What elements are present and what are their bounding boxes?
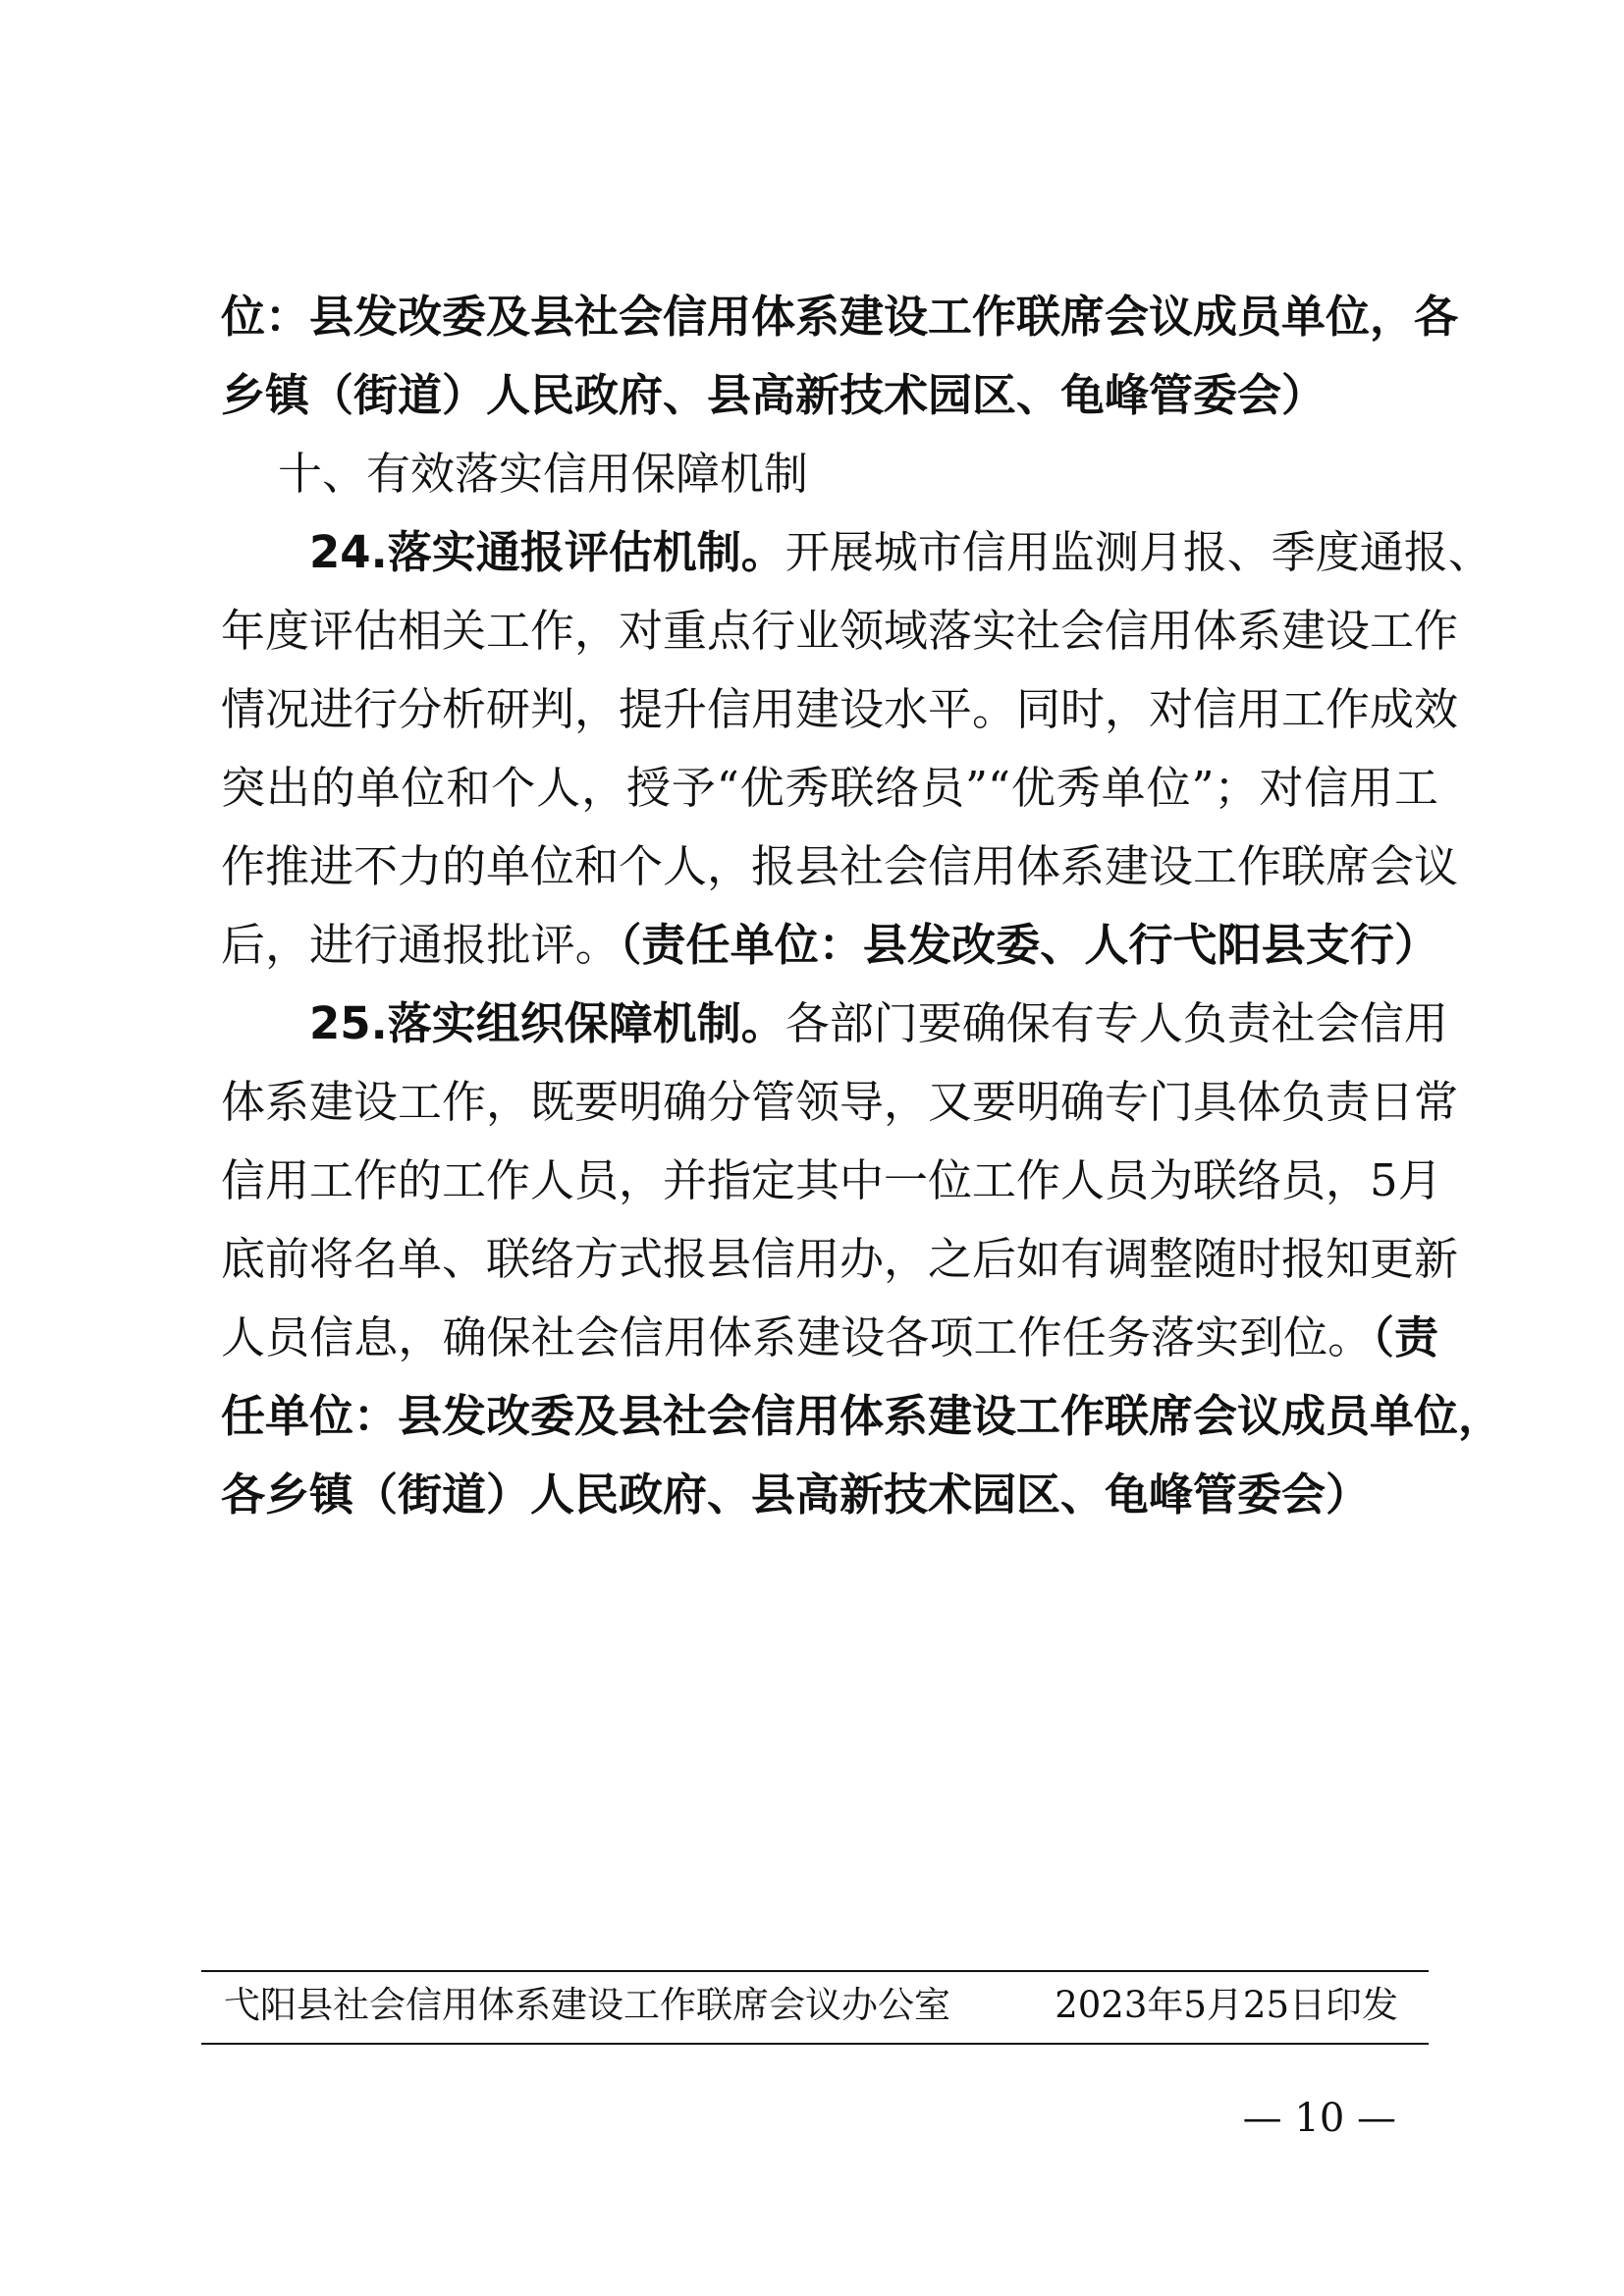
- item-24-line-1: [309, 513, 1492, 592]
- item-24-title: 24.落实通报评估机制。: [309, 526, 785, 578]
- item-24-line-4: 突出的单位和个人，授予“优秀联络员”“优秀单位”；对信用工: [221, 762, 1438, 814]
- footer-issuer: 弋阳县社会信用体系建设工作联席会议办公室: [224, 1984, 950, 2026]
- item-24-line-6: [221, 906, 1438, 985]
- item-24-text-end: 后，进行通报批评。: [221, 919, 620, 971]
- item-25-line-6: 任单位：县发改委及县社会信用体系建设工作联席会议成员单位，: [221, 1390, 1503, 1442]
- item-25-text-end: 人员信息，确保社会信用体系建设各项工作任务落实到位。: [221, 1311, 1373, 1363]
- item-25-line-7: 各乡镇（街道）人民政府、县高新技术园区、龟峰管委会）: [221, 1468, 1371, 1521]
- item-24-responsibility: （责任单位：县发改委、人行弋阳县支行）: [619, 919, 1438, 971]
- item-24-line-3: 情况进行分析研判，提升信用建设水平。同时，对信用工作成效: [221, 683, 1459, 735]
- item-25-text: 各部门要确保有专人负责社会信用: [785, 997, 1448, 1049]
- item-25-line-3: 信用工作的工作人员，并指定其中一位工作人员为联络员，5月: [221, 1154, 1442, 1206]
- item-25-title: 25.落实组织保障机制。: [309, 997, 785, 1049]
- footer-date: 2023年5月25日印发: [1055, 1984, 1398, 2026]
- responsibility-line-2: 乡镇（街道）人民政府、县高新技术园区、龟峰管委会）: [221, 369, 1326, 421]
- responsibility-line-1: 位：县发改委及县社会信用体系建设工作联席会议成员单位，各: [221, 291, 1459, 343]
- item-25-line-1: [309, 985, 1448, 1063]
- footer-top-rule: [201, 1970, 1429, 1972]
- page-number: — 10 —: [1242, 2096, 1396, 2141]
- item-25-responsibility-start: （责: [1372, 1311, 1438, 1363]
- item-24-line-2: 年度评估相关工作，对重点行业领域落实社会信用体系建设工作: [221, 605, 1459, 657]
- item-25-line-5: [221, 1299, 1438, 1377]
- item-25-line-2: 体系建设工作，既要明确分管领导，又要明确专门具体负责日常: [221, 1076, 1459, 1128]
- item-24-line-5: 作推进不力的单位和个人，报县社会信用体系建设工作联席会议: [221, 840, 1459, 892]
- item-24-text: 开展城市信用监测月报、季度通报、: [785, 526, 1492, 578]
- section-heading: 十、有效落实信用保障机制: [278, 448, 809, 500]
- item-25-line-4: 底前将名单、联络方式报县信用办，之后如有调整随时报知更新: [221, 1233, 1459, 1285]
- footer-bottom-rule: [201, 2043, 1429, 2045]
